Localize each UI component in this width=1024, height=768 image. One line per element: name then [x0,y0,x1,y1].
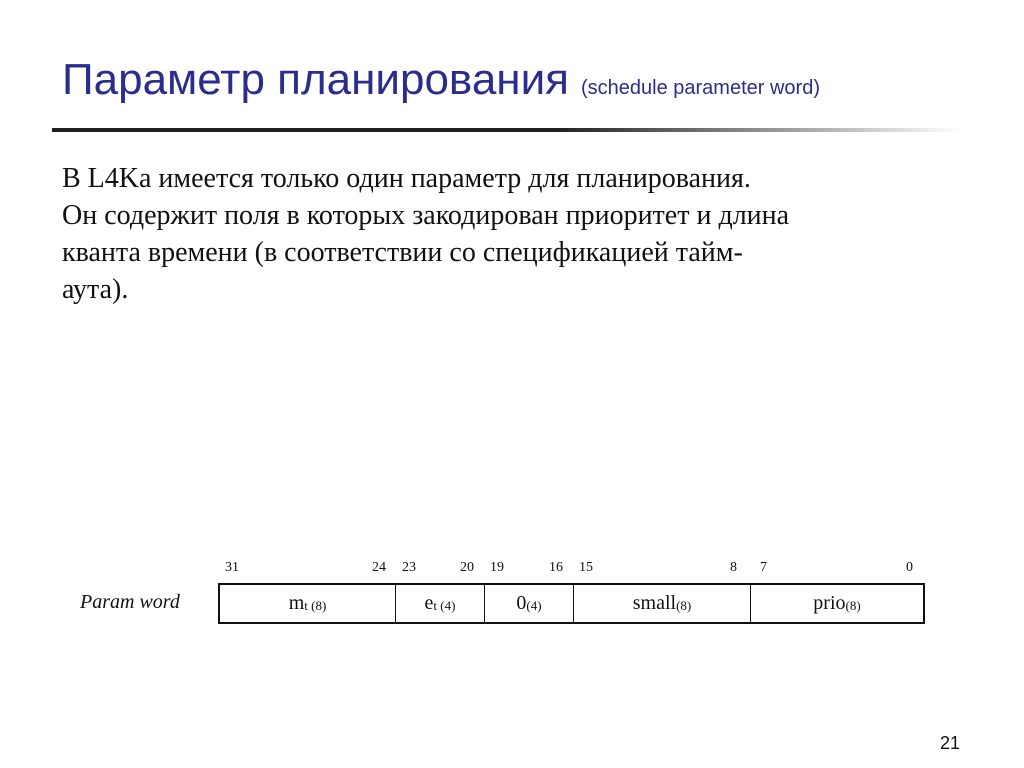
body-text [62,160,972,308]
bit-label-8: 8 [730,560,737,575]
bit-label-7: 7 [760,560,767,575]
bit-label-23: 23 [402,560,416,575]
bit-label-31: 31 [225,560,239,575]
field-prio-name: prio [813,592,846,614]
field-et [396,585,485,622]
title-subtitle: (schedule parameter word) [581,77,820,99]
param-word-box [218,583,925,624]
field-small-name: small [632,592,677,614]
body-line-1: В L4Ka имеется только один параметр для планирования. [62,163,751,194]
title-main: Параметр планирования [62,55,569,104]
field-small-sub: (8) [676,597,692,613]
field-zero [485,585,574,622]
slide-number: 21 [940,733,961,753]
bit-label-15: 15 [579,560,593,575]
field-et-sub: t (4) [433,597,456,613]
field-mt-name: m [288,592,305,614]
slide-title [62,55,820,104]
param-word-label: Param word [80,591,180,613]
field-et-name: e [424,592,434,614]
body-line-3: кванта времени (в соответствии со спецификацией тайм- [62,237,743,268]
field-zero-sub: (4) [526,597,542,613]
field-prio [751,585,923,622]
bit-label-0: 0 [906,560,913,575]
field-prio-sub: (8) [845,597,861,613]
field-zero-name: 0 [516,592,527,614]
bit-label-20: 20 [460,560,474,575]
field-small [574,585,751,622]
title-divider [52,128,962,132]
bit-label-19: 19 [490,560,504,575]
bit-label-16: 16 [549,560,563,575]
field-mt-sub: t (8) [304,597,327,613]
bit-label-24: 24 [372,560,386,575]
body-line-2: Он содержит поля в которых закодирован приоритет и длина [62,200,790,231]
body-line-4: аута). [62,274,129,305]
field-mt [220,585,396,622]
